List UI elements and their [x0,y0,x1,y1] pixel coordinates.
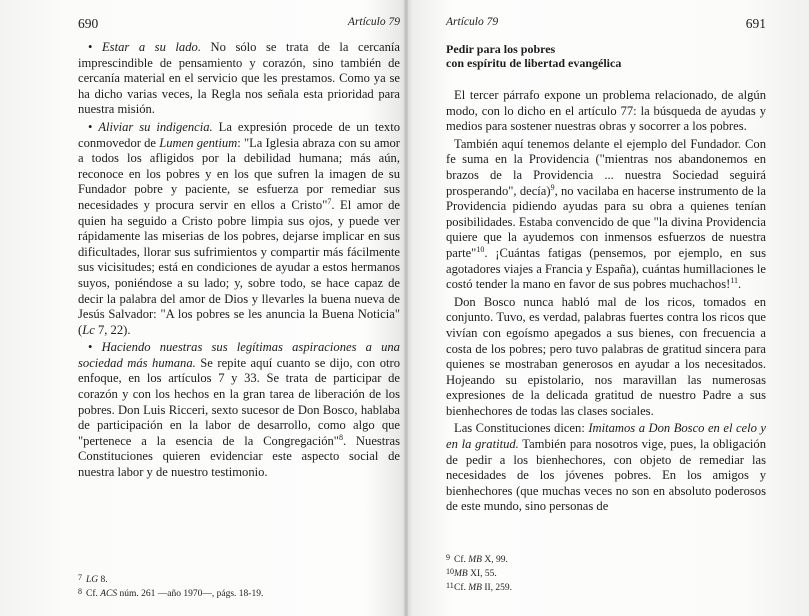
paragraph-label: Haciendo nuestras sus legítimas aspiraciones a una sociedad más humana. [78,340,400,370]
left-page [78,0,400,616]
paragraph-tercer-parrafo [446,88,766,135]
paragraph-label: Estar a su lado. [101,40,201,54]
footnote-mark: 9 [446,553,450,562]
paragraph-aliviar-su-indigencia [78,120,400,338]
section-heading-line: con espíritu de libertad evangélica [446,56,622,70]
footnote-text: XI, 55. [467,569,497,579]
paragraph-text: Se repite aquí cuanto se dijo, con otro enfoque, en los artículos 7 y 33. Se trata de participar de corazón y con los hechos en la gran tarea de liberación de los pobres. Don Luis Ricceri, sexto sucesor de Don Bosco, hablaba de participación en la labor de desarrollo, como algo que "pertenece a la esencia de la Congregación" [78,355,400,448]
footnote-mark: 7 [78,573,82,582]
footnote [446,552,766,566]
paragraph-text: 7, 22). [94,322,131,337]
constitution-quote: Imitamos a Don Bosco en el celo y en la gratitud. [446,421,767,452]
paragraph-text: No sólo se trata de la cercanía imprescindible de pensamiento y corazón, sino también de cercanía material en el servicio que les prestamos. Como ya se ha dicho varias veces, la Regla nos señala esta prioridad para nuestra misión. [78,40,400,117]
paragraph-don-bosco-ricos [446,295,766,420]
footnote-text: núm. 261 —año 1970—, págs. 18-19. [117,589,264,599]
paragraph-text: Don Bosco nunca habló mal de los ricos, tomados en conjunto. Tuvo, es verdad, palabras fuertes contra los ricos que vivían con egoísmo apegados a sus bienes, con frecuencia a costa de los pobres; pero tuvo palabras de gratitud sincera para quienes se mostraban generosos en ayudar a los necesitados. Hojeando su epistolario, nos maravillan las numerosas expresiones de la delicada gratitud de nuestro Padre a sus bienhechores de todas las clases sociales. [446,294,766,418]
footnote [78,572,400,586]
paragraph-haciendo-nuestras [78,340,400,480]
bullet: • [88,340,93,355]
paragraph-estar-a-su-lado [78,40,400,118]
left-running-head [78,16,400,34]
scripture-reference: Lc [82,322,95,337]
right-body-text [446,42,766,515]
paragraph-text: . ¡Cuántas fatigas (pensemos, por ejemplo, en sus agotadores viajes a Francia y España), cuántas humillaciones le costó tender la mano en favor de sus pobres muchachos! [446,245,766,292]
footnote-source: MB [468,583,482,593]
footnote-reference: 10 [476,244,485,254]
footnote-reference: 8 [338,432,343,442]
paragraph-text: . [738,277,742,292]
footnote-text: X, 99. [481,555,508,565]
section-heading-line: Pedir para los pobres [446,42,556,56]
paragraph-text: . El amor de quien ha seguido a Cristo pobre limpia sus ojos, y puede ver rápidamente las miserias de los pobres, dejarse implicar en sus dificultades, llorar sus sufrimientos y compartir más fácilmente sus vicisitudes; está en condiciones de ayudar a estos hermanos suyos, poniéndose a su lado; y, sobre todo, se hace capaz de decir la palabra del amor de Dios y llevarles la buena nueva de Jesús Salvador: "A los pobres se les anuncia la Buena Noticia" ( [78,197,400,337]
paragraph-text: , no vacilaba en hacerse instrumento de la Providencia pidiendo ayudas para su obra a quienes tenían posibilidades. Estaba convencido de que "la divina Providencia quiere que la ayudemos con inmensos esfuerzos de nuestra parte" [446,183,766,260]
footnote-source: MB [468,555,482,565]
footnote-text: Cf. [86,589,101,599]
right-page-number: 691 [745,16,766,31]
footnote-source: LG [86,575,99,585]
footnote [446,566,766,580]
paragraph-text: Las Constituciones dicen: [454,421,589,436]
bullet: • [88,119,93,134]
paragraph-text: . Nuestras Constituciones quieren evidenciar este aspecto social de nuestra labor y de nuestro testimonio. [78,433,400,480]
cited-source: Lumen gentium [159,135,238,150]
right-running-title: Artículo 79 [446,16,499,28]
paragraph-text: La expresión procede de un texto conmovedor de [78,119,401,150]
footnote-mark: 11 [446,581,454,590]
right-running-head [446,16,766,34]
footnote-text: Cf. [454,555,469,565]
paragraph-label: Aliviar su indigencia. [98,119,213,134]
left-page-number: 690 [78,16,99,31]
footnote [78,586,400,600]
book-gutter [404,0,408,616]
footnote-reference: 7 [327,196,332,206]
footnote-reference: 9 [550,182,555,192]
bullet: • [88,40,93,54]
footnote [446,580,766,594]
section-heading [446,42,766,70]
footnote-reference: 11 [730,275,739,285]
footnote-text: Cf. [454,583,469,593]
paragraph-ejemplo-fundador [446,137,766,293]
paragraph-text: El tercer párrafo expone un problema relacionado, de algún modo, con lo dicho en el artículo 77: la búsqueda de ayudas y medios para sostener nuestras obras y socorrer a los pobres. [446,88,766,134]
right-footnotes [446,552,766,594]
paragraph-text: También aquí tenemos delante el ejemplo del Fundador. Con fe suma en la Providencia ("mientras nos abandonemos en brazos de la Providencia ... nuestra Sociedad seguirá prosperando", decía) [446,136,766,198]
footnote-source: MB [454,569,468,579]
left-body-text [78,40,400,481]
right-page [446,0,766,616]
footnote-text: II, 259. [481,583,513,593]
left-footnotes [78,572,400,600]
footnote-mark: 10 [446,567,454,576]
footnote-source: ACS [100,589,118,599]
footnote-mark: 8 [78,587,82,596]
paragraph-text: También para nosotros vige, pues, la obligación de pedir a los bienhechores, con objeto de remediar las necesidades de los jóvenes pobres. En los amigos y bienhechores (que muchas veces no son en absoluto poderosos de este mundo, sino personas de [446,437,766,514]
left-running-title: Artículo 79 [347,16,400,28]
paragraph-constituciones [446,421,766,515]
paragraph-text: : "La Iglesia abraza con su amor a todos los afligidos por la debilidad humana; más aún, reconoce en los pobres y en los que sufren la imagen de su Fundador pobre y paciente, se esfuerza por remediar sus necesidades y procura servir en ellos a Cristo" [78,135,400,212]
footnote-text: 8. [98,575,108,585]
